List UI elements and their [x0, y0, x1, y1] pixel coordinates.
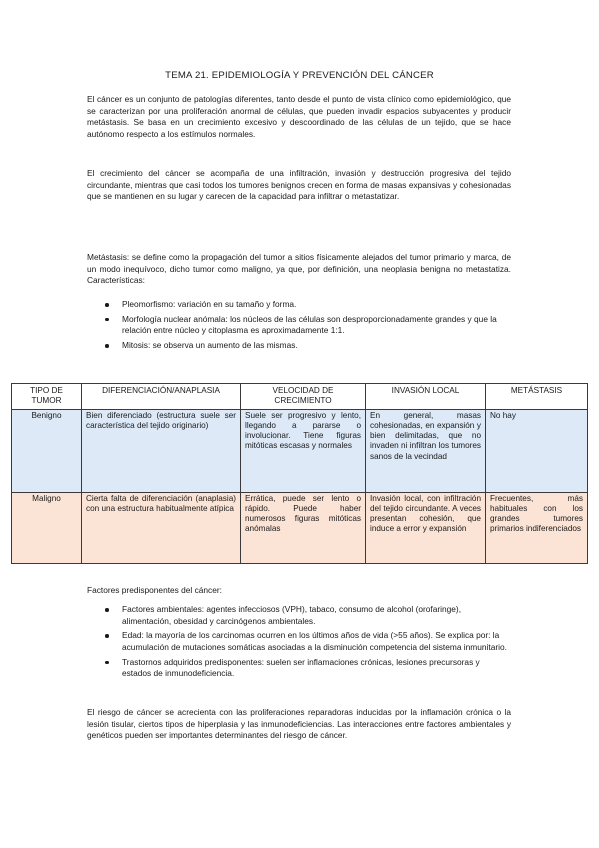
cell-velocidad: Errática, puede ser lento o rápido. Puede haber numerosos figuras mitóticas anómalas: [241, 492, 366, 563]
cell-velocidad: Suele ser progresivo y lento, llegando a pararse o involucionar. Tiene figuras mitóticas escasas y normales: [241, 409, 366, 492]
header-velocidad: VELOCIDAD DE CRECIMIENTO: [241, 384, 366, 410]
cell-tipo: Benigno: [12, 409, 82, 492]
list-item: Mitosis: se observa un aumento de las mismas.: [87, 340, 511, 352]
cell-diferenciacion: Bien diferenciado (estructura suele ser característica del tejido originario): [82, 409, 241, 492]
header-invasion: INVASIÓN LOCAL: [366, 384, 486, 410]
cell-invasion: Invasión local, con infiltración del tejido circundante. A veces presentan cohesión, que induce a error y expansión: [366, 492, 486, 563]
header-tipo-tumor: TIPO DE TUMOR: [12, 384, 82, 410]
list-item: Edad: la mayoría de los carcinomas ocurren en los últimos años de vida (>55 años). Se explica por: la acumulación de mutaciones somáticas asociadas a la disminución competencia del sistema inmunitario.: [87, 630, 511, 653]
tumor-comparison-table: [11, 383, 588, 564]
cell-diferenciacion: Cierta falta de diferenciación (anaplasia) con una estructura habitualmente atípica: [82, 492, 241, 563]
header-metastasis: METÁSTASIS: [486, 384, 588, 410]
closing-paragraph: El riesgo de cáncer se acrecienta con las proliferaciones reparadoras inducidas por la inflamación crónica o la lesión tisular, ciertos tipos de hiperplasia y las inmunodeficiencias. Las interacciones entre factores ambientales y genéticos pueden ser importantes determinantes del riesgo de cáncer.: [87, 707, 511, 741]
cell-invasion: En general, masas cohesionadas, en expansión y bien delimitadas, que no invaden ni infiltran los tumores sanos de la vecindad: [366, 409, 486, 492]
metastasis-paragraph: Metástasis: se define como la propagación del tumor a sitios físicamente alejados del tumor primario y marca, de un modo inequívoco, dicho tumor como maligno, ya que, por definición, una neoplasia benigna no metastatiza. Características:: [87, 252, 511, 286]
header-diferenciacion: DIFERENCIACIÓN/ANAPLASIA: [82, 384, 241, 410]
table-header-row: [12, 384, 588, 410]
factors-heading: Factores predisponentes del cáncer:: [87, 585, 222, 595]
intro-paragraph-1: El cáncer es un conjunto de patologías diferentes, tanto desde el punto de vista clínico como epidemiológico, que se caracterizan por una proliferación anormal de células, que pueden invadir espacios subyacentes y producir metástasis. Se basa en un crecimiento excesivo y descoordinado de las células de un tejido, que se hace autónomo respecto a los estímulos normales.: [87, 94, 511, 139]
list-item: Trastornos adquiridos predisponentes: suelen ser inflamaciones crónicas, lesiones precursoras y estados de inmunodeficiencia.: [87, 657, 511, 680]
cell-metastasis: No hay: [486, 409, 588, 492]
list-item: Factores ambientales: agentes infecciosos (VPH), tabaco, consumo de alcohol (orofaringe), alimentación, obesidad y carcinógenos ambientales.: [87, 604, 511, 627]
intro-paragraph-2: El crecimiento del cáncer se acompaña de una infiltración, invasión y destrucción progresiva del tejido circundante, mientras que casi todos los tumores benignos crecen en forma de masas expansivas y cohesionadas que se mantienen en su lugar y carecen de la capacidad para infiltrar o metastatizar.: [87, 168, 511, 202]
characteristics-list: [87, 299, 511, 355]
cell-tipo: Maligno: [12, 492, 82, 563]
table-row-maligno: [12, 492, 588, 563]
page-title: TEMA 21. EPIDEMIOLOGÍA Y PREVENCIÓN DEL CÁNCER: [165, 70, 434, 81]
list-item: Pleomorfismo: variación en su tamaño y forma.: [87, 299, 511, 311]
cell-metastasis: Frecuentes, más habituales con los grandes tumores primarios indiferenciados: [486, 492, 588, 563]
factors-list: [87, 604, 511, 683]
list-item: Morfología nuclear anómala: los núcleos de las células son desproporcionadamente grandes y que la relación entre núcleo y citoplasma es aproximadamente 1:1.: [87, 314, 511, 337]
table-row-benigno: [12, 409, 588, 492]
